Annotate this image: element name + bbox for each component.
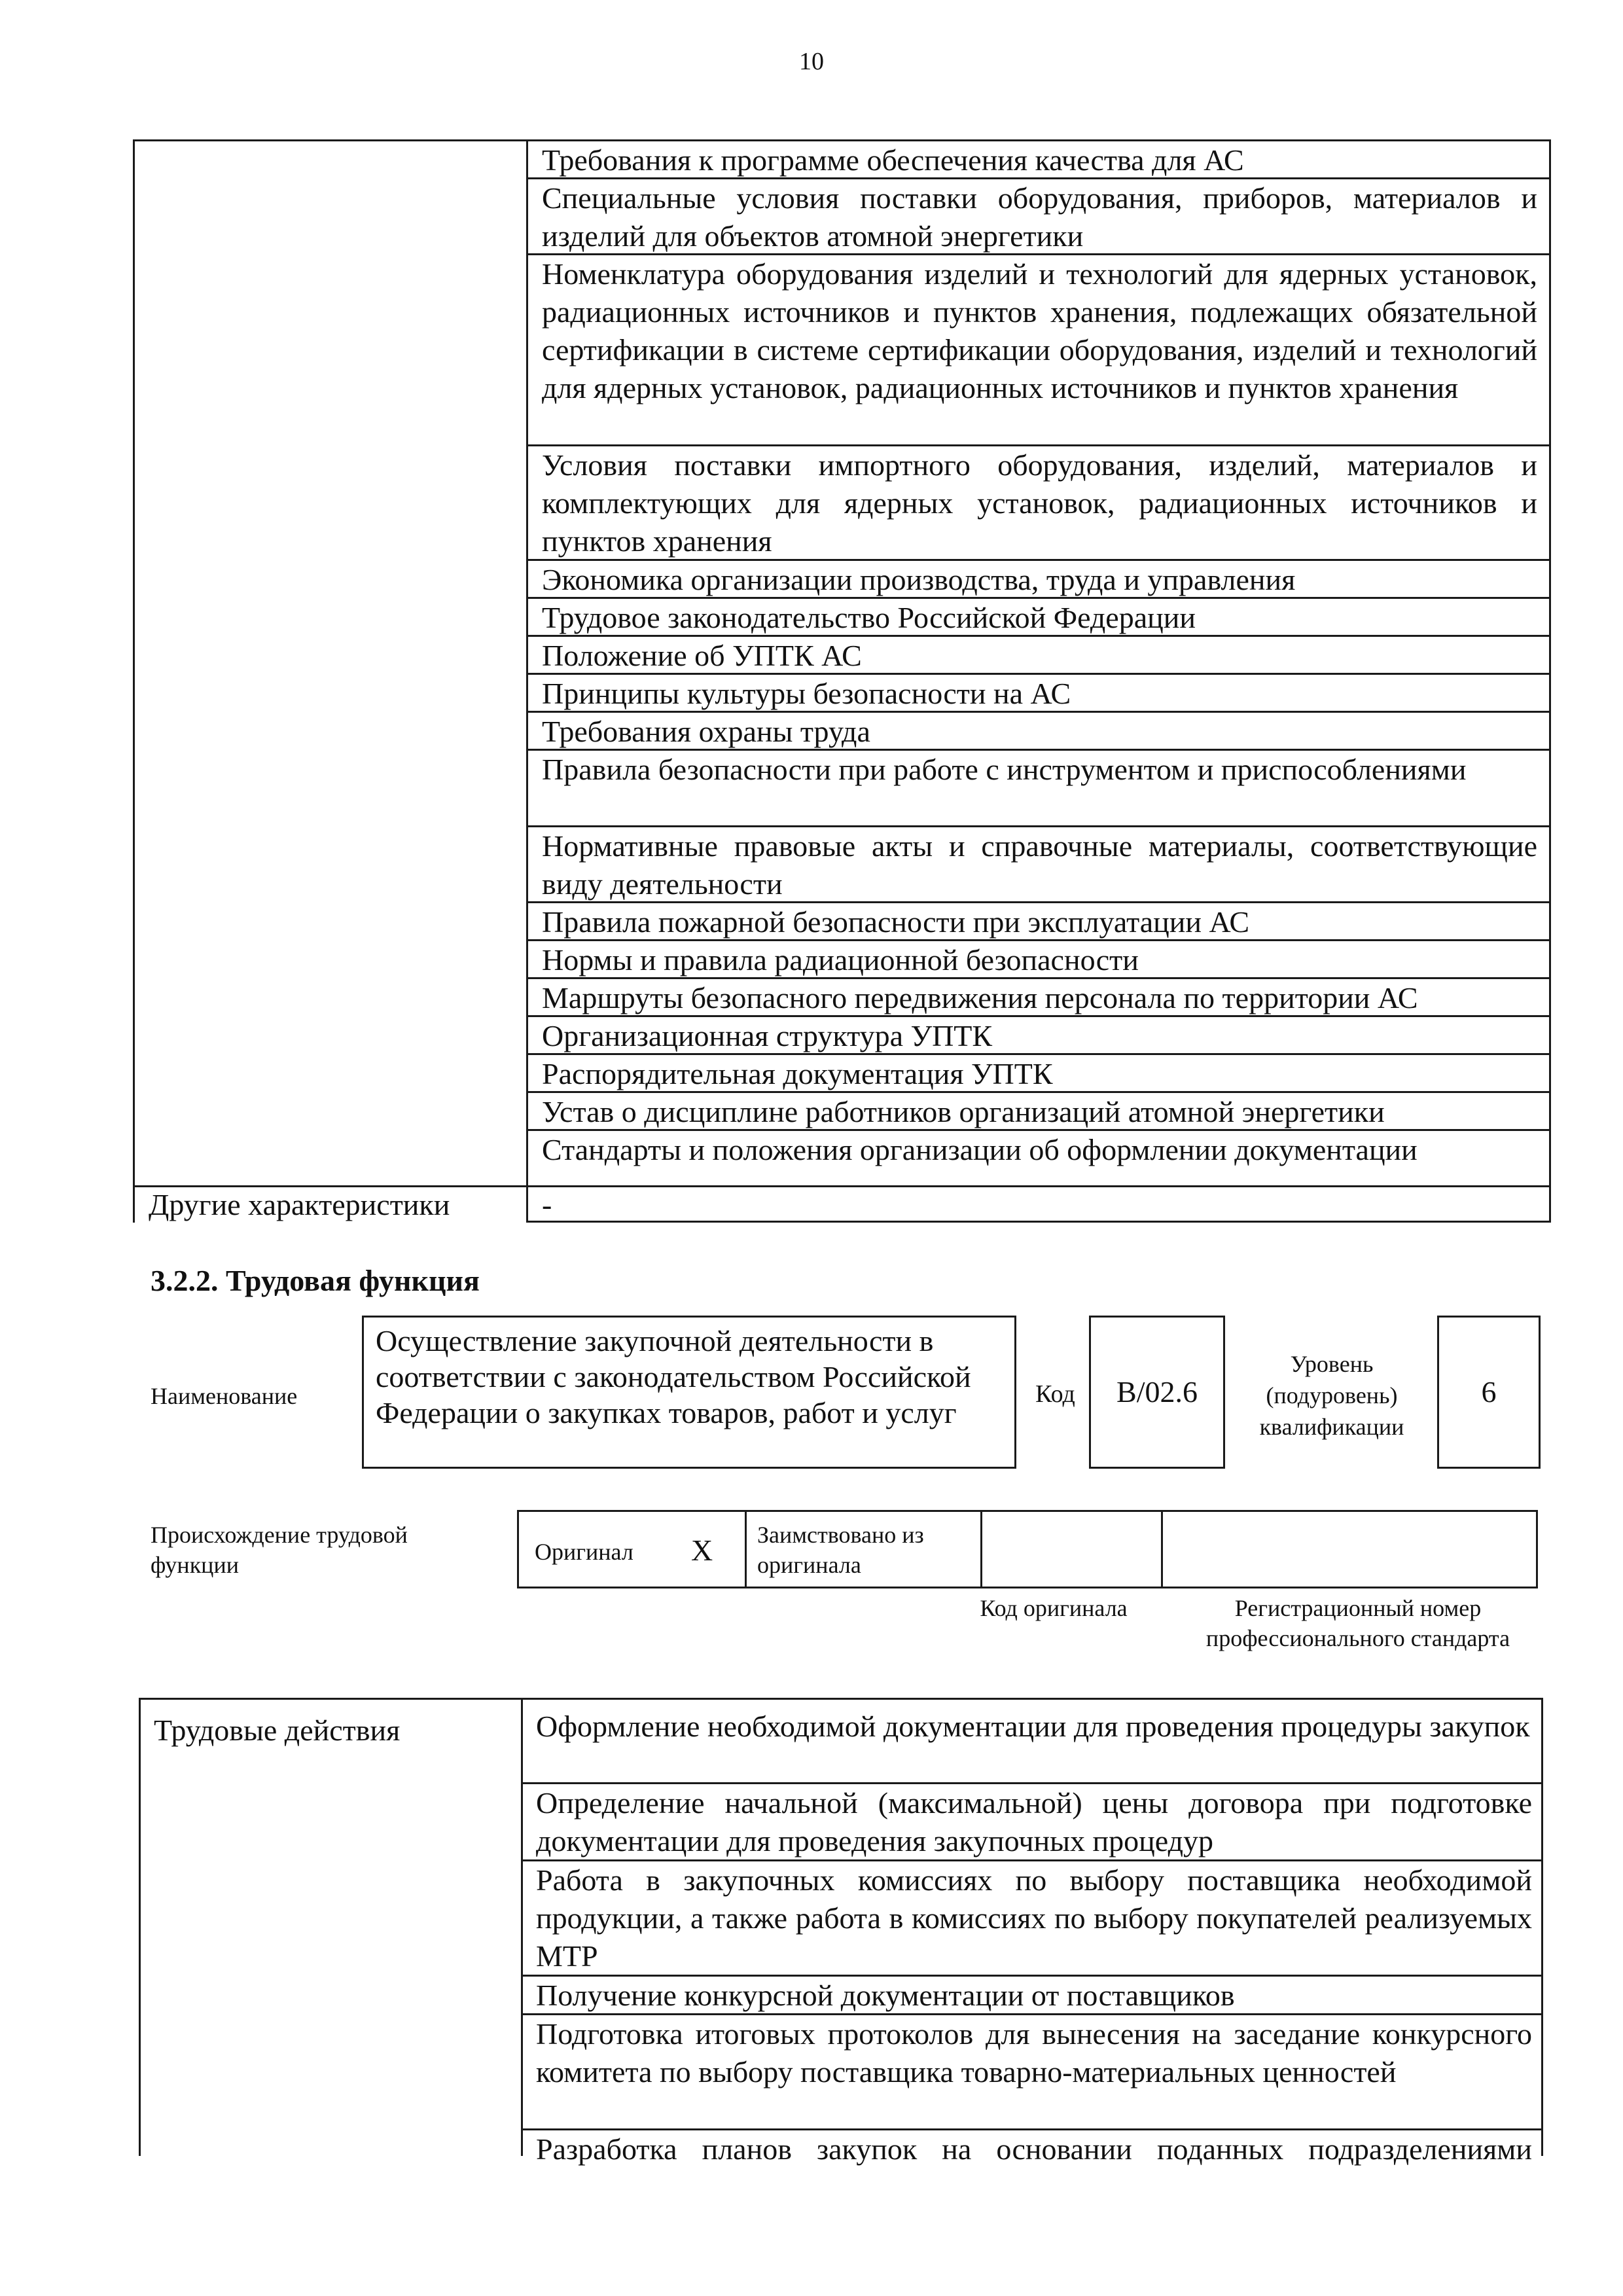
table-row: Номенклатура оборудования изделий и технологий для ядерных установок, радиационных источников и пунктов хранения, подлежащих обязательной сертификации в системе сертификации оборудования, изделий и технологий для ядерных установок, радиационных источников и пунктов хранения: [528, 255, 1549, 446]
borrowed-cell: Заимствовано из оригинала: [747, 1512, 982, 1587]
table-row: Условия поставки импортного оборудования, изделий, материалов и комплектующих для ядерных установок, радиационных источников и пунктов хранения: [528, 446, 1549, 561]
actions-items: [523, 1700, 1541, 2166]
level-label-line: (подуровень): [1266, 1382, 1398, 1408]
origin-table: [517, 1510, 1538, 1588]
qualification-level-box: 6: [1437, 1316, 1541, 1469]
table-row: Устав о дисциплине работников организаций атомной энергетики: [528, 1093, 1549, 1131]
other-characteristics-value: -: [528, 1185, 1549, 1223]
function-name-box: Осуществление закупочной деятельности в соответствии с законодательством Российской Федерации о закупках товаров, работ и услуг: [362, 1316, 1016, 1469]
table-row: Экономика организации производства, труда и управления: [528, 561, 1549, 599]
table-row: Нормы и правила радиационной безопасности: [528, 941, 1549, 979]
original-code-caption: Код оригинала: [980, 1595, 1128, 1621]
table-row: Маршруты безопасного передвижения персонала по территории АС: [528, 979, 1549, 1017]
table-row: Специальные условия поставки оборудования, приборов, материалов и изделий для объектов атомной энергетики: [528, 179, 1549, 255]
table-row: Правила безопасности при работе с инструментом и приспособлениями: [528, 751, 1549, 827]
level-label-line: Уровень: [1290, 1351, 1374, 1377]
original-cell: [519, 1512, 747, 1587]
table-row: Работа в закупочных комиссиях по выбору поставщика необходимой продукции, а также работа в комиссиях по выбору покупателей реализуемых МТР: [523, 1861, 1541, 1977]
table-row: Организационная структура УПТК: [528, 1017, 1549, 1055]
actions-label: Трудовые действия: [141, 1700, 523, 2156]
table-row: Требования к программе обеспечения качества для АС: [528, 141, 1549, 179]
table-row: Положение об УПТК АС: [528, 637, 1549, 675]
knowledge-table-items: [528, 141, 1549, 1221]
page-number: 10: [799, 48, 824, 75]
table-row: Принципы культуры безопасности на АС: [528, 675, 1549, 713]
table-row: Получение конкурсной документации от поставщиков: [523, 1977, 1541, 2015]
level-label-line: квалификации: [1259, 1414, 1404, 1440]
table-row: Трудовое законодательство Российской Федерации: [528, 599, 1549, 637]
other-characteristics-label: Другие характеристики: [135, 1185, 528, 1223]
name-label: Наименование: [151, 1383, 298, 1409]
table-row: Требования охраны труда: [528, 713, 1549, 751]
table-row: Определение начальной (максимальной) цены договора при подготовке документации для проведения закупочных процедур: [523, 1784, 1541, 1861]
reg-number-cell: [1163, 1512, 1536, 1587]
table-row: Правила пожарной безопасности при эксплуатации АС: [528, 903, 1549, 941]
original-code-cell: [982, 1512, 1163, 1587]
section-heading: 3.2.2. Трудовая функция: [151, 1264, 480, 1297]
table-row: Разработка планов закупок на основании поданных подразделениями: [536, 2132, 1532, 2166]
table-row: Нормативные правовые акты и справочные материалы, соответствующие виду деятельности: [528, 827, 1549, 903]
original-label: Оригинал: [535, 1539, 633, 1565]
knowledge-table-label-cell: [135, 141, 528, 1221]
table-row: Подготовка итоговых протоколов для вынесения на заседание конкурсного комитета по выбору поставщика товарно-материальных ценностей: [523, 2015, 1541, 2130]
qualification-level-label: [1243, 1348, 1420, 1443]
original-mark: X: [691, 1534, 713, 1567]
table-row: Стандарты и положения организации об оформлении документации: [542, 1133, 1418, 1166]
origin-label: Происхождение трудовой функции: [151, 1522, 408, 1578]
table-row: Оформление необходимой документации для проведения процедуры закупок: [523, 1700, 1541, 1784]
table-row: Распорядительная документация УПТК: [528, 1055, 1549, 1093]
reg-number-caption: Регистрационный номер профессионального стандарта: [1205, 1595, 1510, 1651]
code-value-box: B/02.6: [1089, 1316, 1225, 1469]
actions-table: [139, 1698, 1543, 2166]
code-label: Код: [1035, 1380, 1075, 1408]
knowledge-table: [133, 139, 1551, 1223]
